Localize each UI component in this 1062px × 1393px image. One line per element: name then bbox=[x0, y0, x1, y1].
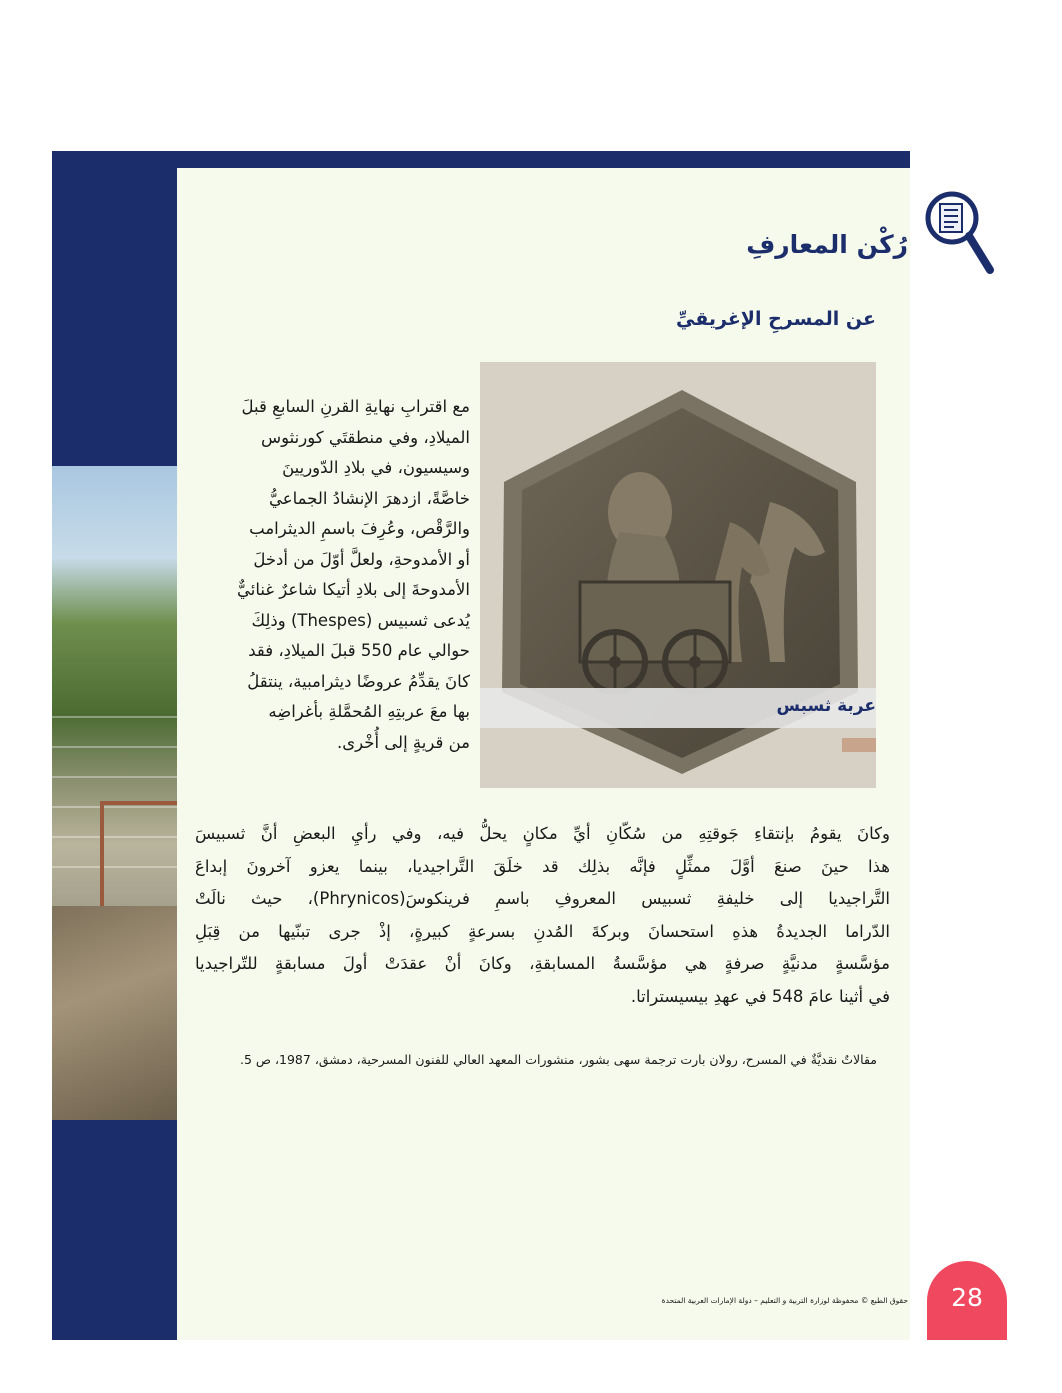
copyright-notice: حقوق الطبع © محفوظة لوزارة التربية و التعليم – دولة الإمارات العربية المتحدة bbox=[661, 1296, 908, 1305]
theatre-photo-strip bbox=[52, 466, 177, 1120]
photo-detail bbox=[52, 716, 177, 718]
source-reference: مقالاتٌ نقديَّةٌ في المسرح، رولان بارت ترجمة سهى بشور، منشورات المعهد العالي للفنون المسرحية، دمشق، 1987، ص 5. bbox=[240, 1052, 877, 1067]
paragraph-line: والرَّقْص، وعُرِفَ باسمِ الديثرامب bbox=[249, 519, 470, 538]
paragraph-line: من قريةٍ إلى أُخْرى. bbox=[337, 732, 470, 752]
photo-detail bbox=[52, 746, 177, 748]
paragraph-line: يُدعى ثسبيس (Thespes) وذلِكَ bbox=[251, 610, 470, 630]
paragraph-line: مؤسَّسةٍ مدنيَّةٍ صرفةٍ هي مؤسَّسةُ المسابقةِ، وكانَ أنْ عقدَتْ أولَ مسابقةٍ للتّراجيديا bbox=[195, 954, 890, 973]
magnifier-document-icon bbox=[924, 190, 996, 280]
page-number: 28 bbox=[951, 1283, 983, 1312]
paragraph-line: خاصَّةً، ازدهرَ الإنشادُ الجماعيُّ bbox=[269, 488, 470, 508]
paragraph-line: التَّراجيديا إلى خليفةِ ثسبيس المعروفِ باسمِ فرينكوسَ(Phrynicos)، حيث نالَتْ bbox=[195, 889, 891, 908]
paragraph-line: في أثينا عامَ 548 في عهدِ بيسيستراتا. bbox=[630, 986, 890, 1006]
paragraph-line: الدّراما الجديدةُ هذهِ استحسانَ وبركةَ المُدنِ بسرعةٍ كبيرةٍ، إذْ جرى تبنّيها من قِبَلِ bbox=[195, 921, 890, 941]
paragraph-line: هذا حينَ صنعَ أوَّلَ ممثِّلٍ فإنَّه بذلِك قد خلَقَ التَّراجيديا، بينما يعزو آخرونَ إبداعَ bbox=[195, 856, 890, 876]
paragraph-line: حوالي عام 550 قبلَ الميلادِ، فقد bbox=[248, 641, 470, 660]
paragraph-line: وكانَ يقومُ بإنتقاءِ جَوقتِهِ من سُكّانِ أيِّ مكانٍ يحلُّ فيه، وفي رأيِ البعضِ أنَّ ثسبيسَ bbox=[195, 824, 890, 843]
paragraph-line: بها معَ عربتِهِ المُحمَّلةِ بأغراضِه bbox=[268, 702, 470, 721]
main-paragraph bbox=[195, 818, 890, 1013]
paragraph-line: كانَ يقدِّمُ عروضًا ديثرامبية، ينتقلُ bbox=[247, 671, 470, 691]
intro-paragraph bbox=[237, 392, 470, 758]
page-number-badge bbox=[927, 1261, 1007, 1340]
paragraph-line: وسيسيون، في بلادِ الدّوريينَ bbox=[282, 458, 470, 477]
image-caption: عربة ثسبس bbox=[776, 696, 876, 716]
page-title: رُكْن المعارفِ bbox=[746, 230, 908, 259]
paragraph-line: مع اقترابِ نهايةِ القرنِ السابعِ قبلَ bbox=[241, 397, 470, 416]
paragraph-line: الأمدوحةَ إلى بلادِ أتيكا شاعرٌ غنائيٌّ bbox=[237, 580, 470, 599]
paragraph-line: أو الأمدوحةِ، ولعلَّ أوّلَ من أدخلَ bbox=[253, 549, 470, 569]
paragraph-line: الميلادِ، وفي منطقتَي كورنثوس bbox=[260, 427, 470, 447]
section-subtitle: عن المسرحِ الإغريقيِّ bbox=[675, 308, 876, 330]
title-icon-wrapper bbox=[924, 190, 996, 280]
photo-detail bbox=[52, 776, 177, 778]
photo-detail bbox=[52, 906, 177, 1120]
